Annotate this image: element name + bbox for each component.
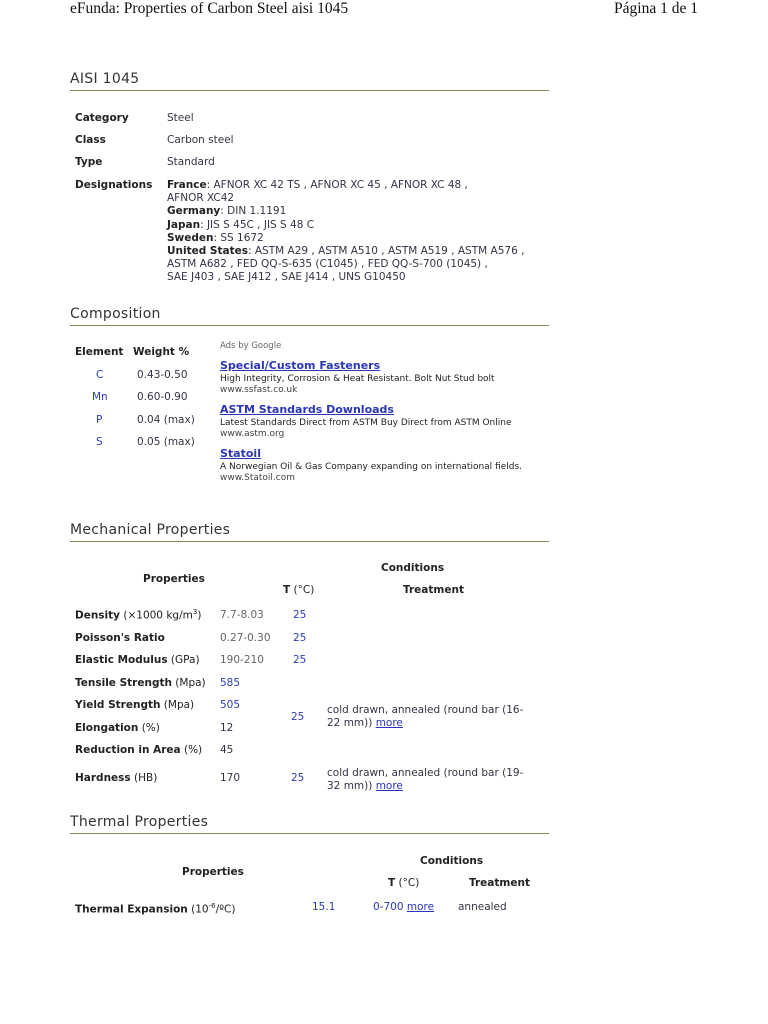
elongation-value: 12	[220, 722, 234, 734]
thermal-section	[70, 814, 549, 834]
designation-values: : AFNOR XC 42 TS , AFNOR XC 45 , AFNOR XC 48 ,	[206, 179, 468, 191]
designation-values: : JIS S 45C , JIS S 48 C	[200, 218, 315, 231]
category-value: Steel	[167, 112, 194, 124]
group-treatment: cold drawn, annealed (round bar (16- 22 mm)) more	[327, 704, 524, 729]
aisi-title: AISI 1045	[70, 71, 549, 91]
designation-values: SAE J403 , SAE J412 , SAE J414 , UNS G10450	[167, 271, 406, 284]
elastic-value: 190-210	[220, 654, 264, 666]
aisi-section	[70, 71, 549, 91]
thermal-treatment: annealed	[458, 901, 507, 913]
mech-properties-header: Properties	[143, 573, 205, 585]
element-c: C	[96, 369, 104, 381]
elastic-temp: 25	[293, 654, 307, 666]
reduction-value: 45	[220, 744, 234, 756]
mechanical-section	[70, 522, 549, 542]
designation-country: Germany	[167, 205, 221, 218]
class-value: Carbon steel	[167, 134, 234, 146]
group-temp: 25	[291, 711, 305, 723]
thermal-temp-header: T (°C)	[388, 877, 420, 889]
weight-s: 0.05 (max)	[137, 436, 195, 448]
more-link[interactable]: more	[375, 780, 403, 792]
poisson-temp: 25	[293, 632, 307, 644]
designation-country: France	[167, 179, 207, 191]
ad-url[interactable]: www.astm.org	[220, 429, 285, 439]
type-value: Standard	[167, 156, 215, 168]
designation-values: AFNOR XC42	[167, 192, 235, 205]
weight-c: 0.43-0.50	[137, 369, 188, 381]
hardness-label: Hardness (HB)	[75, 772, 158, 784]
category-label: Category	[75, 112, 129, 124]
page-number: Página 1 de 1	[614, 0, 698, 17]
more-link[interactable]: more	[406, 901, 435, 913]
ad-item	[220, 447, 550, 483]
hardness-value: 170	[220, 772, 241, 784]
thermal-expansion-value: 15.1	[312, 901, 336, 913]
element-header: Element	[75, 346, 124, 358]
weight-header: Weight %	[133, 346, 190, 358]
designation-country: United States	[167, 245, 248, 258]
mech-conditions-header: Conditions	[381, 562, 445, 574]
weight-mn: 0.60-0.90	[137, 391, 188, 403]
thermal-conditions-header: Conditions	[420, 855, 484, 867]
tensile-label: Tensile Strength (Mpa)	[75, 677, 206, 689]
element-mn: Mn	[92, 391, 108, 403]
elongation-label: Elongation (%)	[75, 722, 160, 734]
designations-label: Designations	[75, 179, 153, 191]
density-label: Density (×1000 $kg/m^3$)	[75, 608, 202, 622]
mechanical-title: Mechanical Properties	[70, 522, 549, 542]
thermal-properties-header: Properties	[182, 866, 244, 878]
ad-title-link[interactable]: Special/Custom Fasteners	[220, 359, 381, 372]
ad-title-link[interactable]: Statoil	[220, 447, 261, 460]
class-label: Class	[75, 134, 106, 146]
thermal-temp: 0-700 more	[373, 901, 435, 913]
ad-url[interactable]: www.Statoil.com	[220, 473, 295, 483]
yield-value: 505	[220, 699, 241, 711]
ad-item	[220, 403, 550, 439]
mech-treatment-header: Treatment	[403, 584, 464, 596]
more-link[interactable]: more	[375, 717, 403, 729]
element-s: S	[96, 436, 103, 448]
element-p: P	[96, 414, 103, 426]
ads-label: Ads by Google	[220, 341, 282, 351]
ad-description: Latest Standards Direct from ASTM Buy Direct from ASTM Online	[220, 418, 512, 428]
designation-values: ASTM A682 , FED QQ-S-635 (C1045) , FED QQ-S-700 (1045) ,	[167, 258, 488, 271]
thermal-expansion-label: Thermal Expansion $(10^{-6}/ºC)$	[75, 902, 236, 916]
ad-description: High Integrity, Corrosion & Heat Resistant. Bolt Nut Stud bolt	[220, 374, 495, 384]
ad-title-link[interactable]: ASTM Standards Downloads	[220, 403, 394, 416]
ads-block	[220, 341, 550, 483]
designations-list	[167, 179, 557, 285]
density-temp: 25	[293, 609, 307, 621]
hardness-temp: 25	[291, 772, 305, 784]
weight-p: 0.04 (max)	[137, 414, 195, 426]
thermal-title: Thermal Properties	[70, 814, 549, 834]
type-label: Type	[75, 156, 103, 168]
composition-title: Composition	[70, 306, 549, 326]
ad-description: A Norwegian Oil & Gas Company expanding on international fields.	[220, 462, 523, 472]
reduction-label: Reduction in Area (%)	[75, 744, 203, 756]
thermal-treatment-header: Treatment	[469, 877, 530, 889]
designation-values: : DIN 1.1191	[220, 205, 287, 218]
poisson-label: Poisson's Ratio	[75, 632, 165, 644]
ad-url[interactable]: www.ssfast.co.uk	[220, 385, 298, 395]
composition-section	[70, 306, 549, 326]
hardness-treatment: cold drawn, annealed (round bar (19- 32 mm)) more	[327, 767, 524, 792]
designation-values: : SS 1672	[213, 231, 264, 244]
designation-values: : ASTM A29 , ASTM A510 , ASTM A519 , ASTM A576 ,	[247, 245, 525, 258]
elastic-label: Elastic Modulus (GPa)	[75, 654, 200, 666]
ad-item	[220, 359, 550, 395]
designation-country: Sweden	[167, 231, 214, 244]
yield-label: Yield Strength (Mpa)	[75, 699, 195, 711]
poisson-value: 0.27-0.30	[220, 632, 271, 644]
density-value: 7.7-8.03	[220, 609, 264, 621]
document-header-title: eFunda: Properties of Carbon Steel aisi 1045	[70, 0, 349, 17]
tensile-value: 585	[220, 677, 241, 689]
mech-temp-header: T (°C)	[283, 584, 315, 596]
designation-country: Japan	[167, 218, 201, 231]
